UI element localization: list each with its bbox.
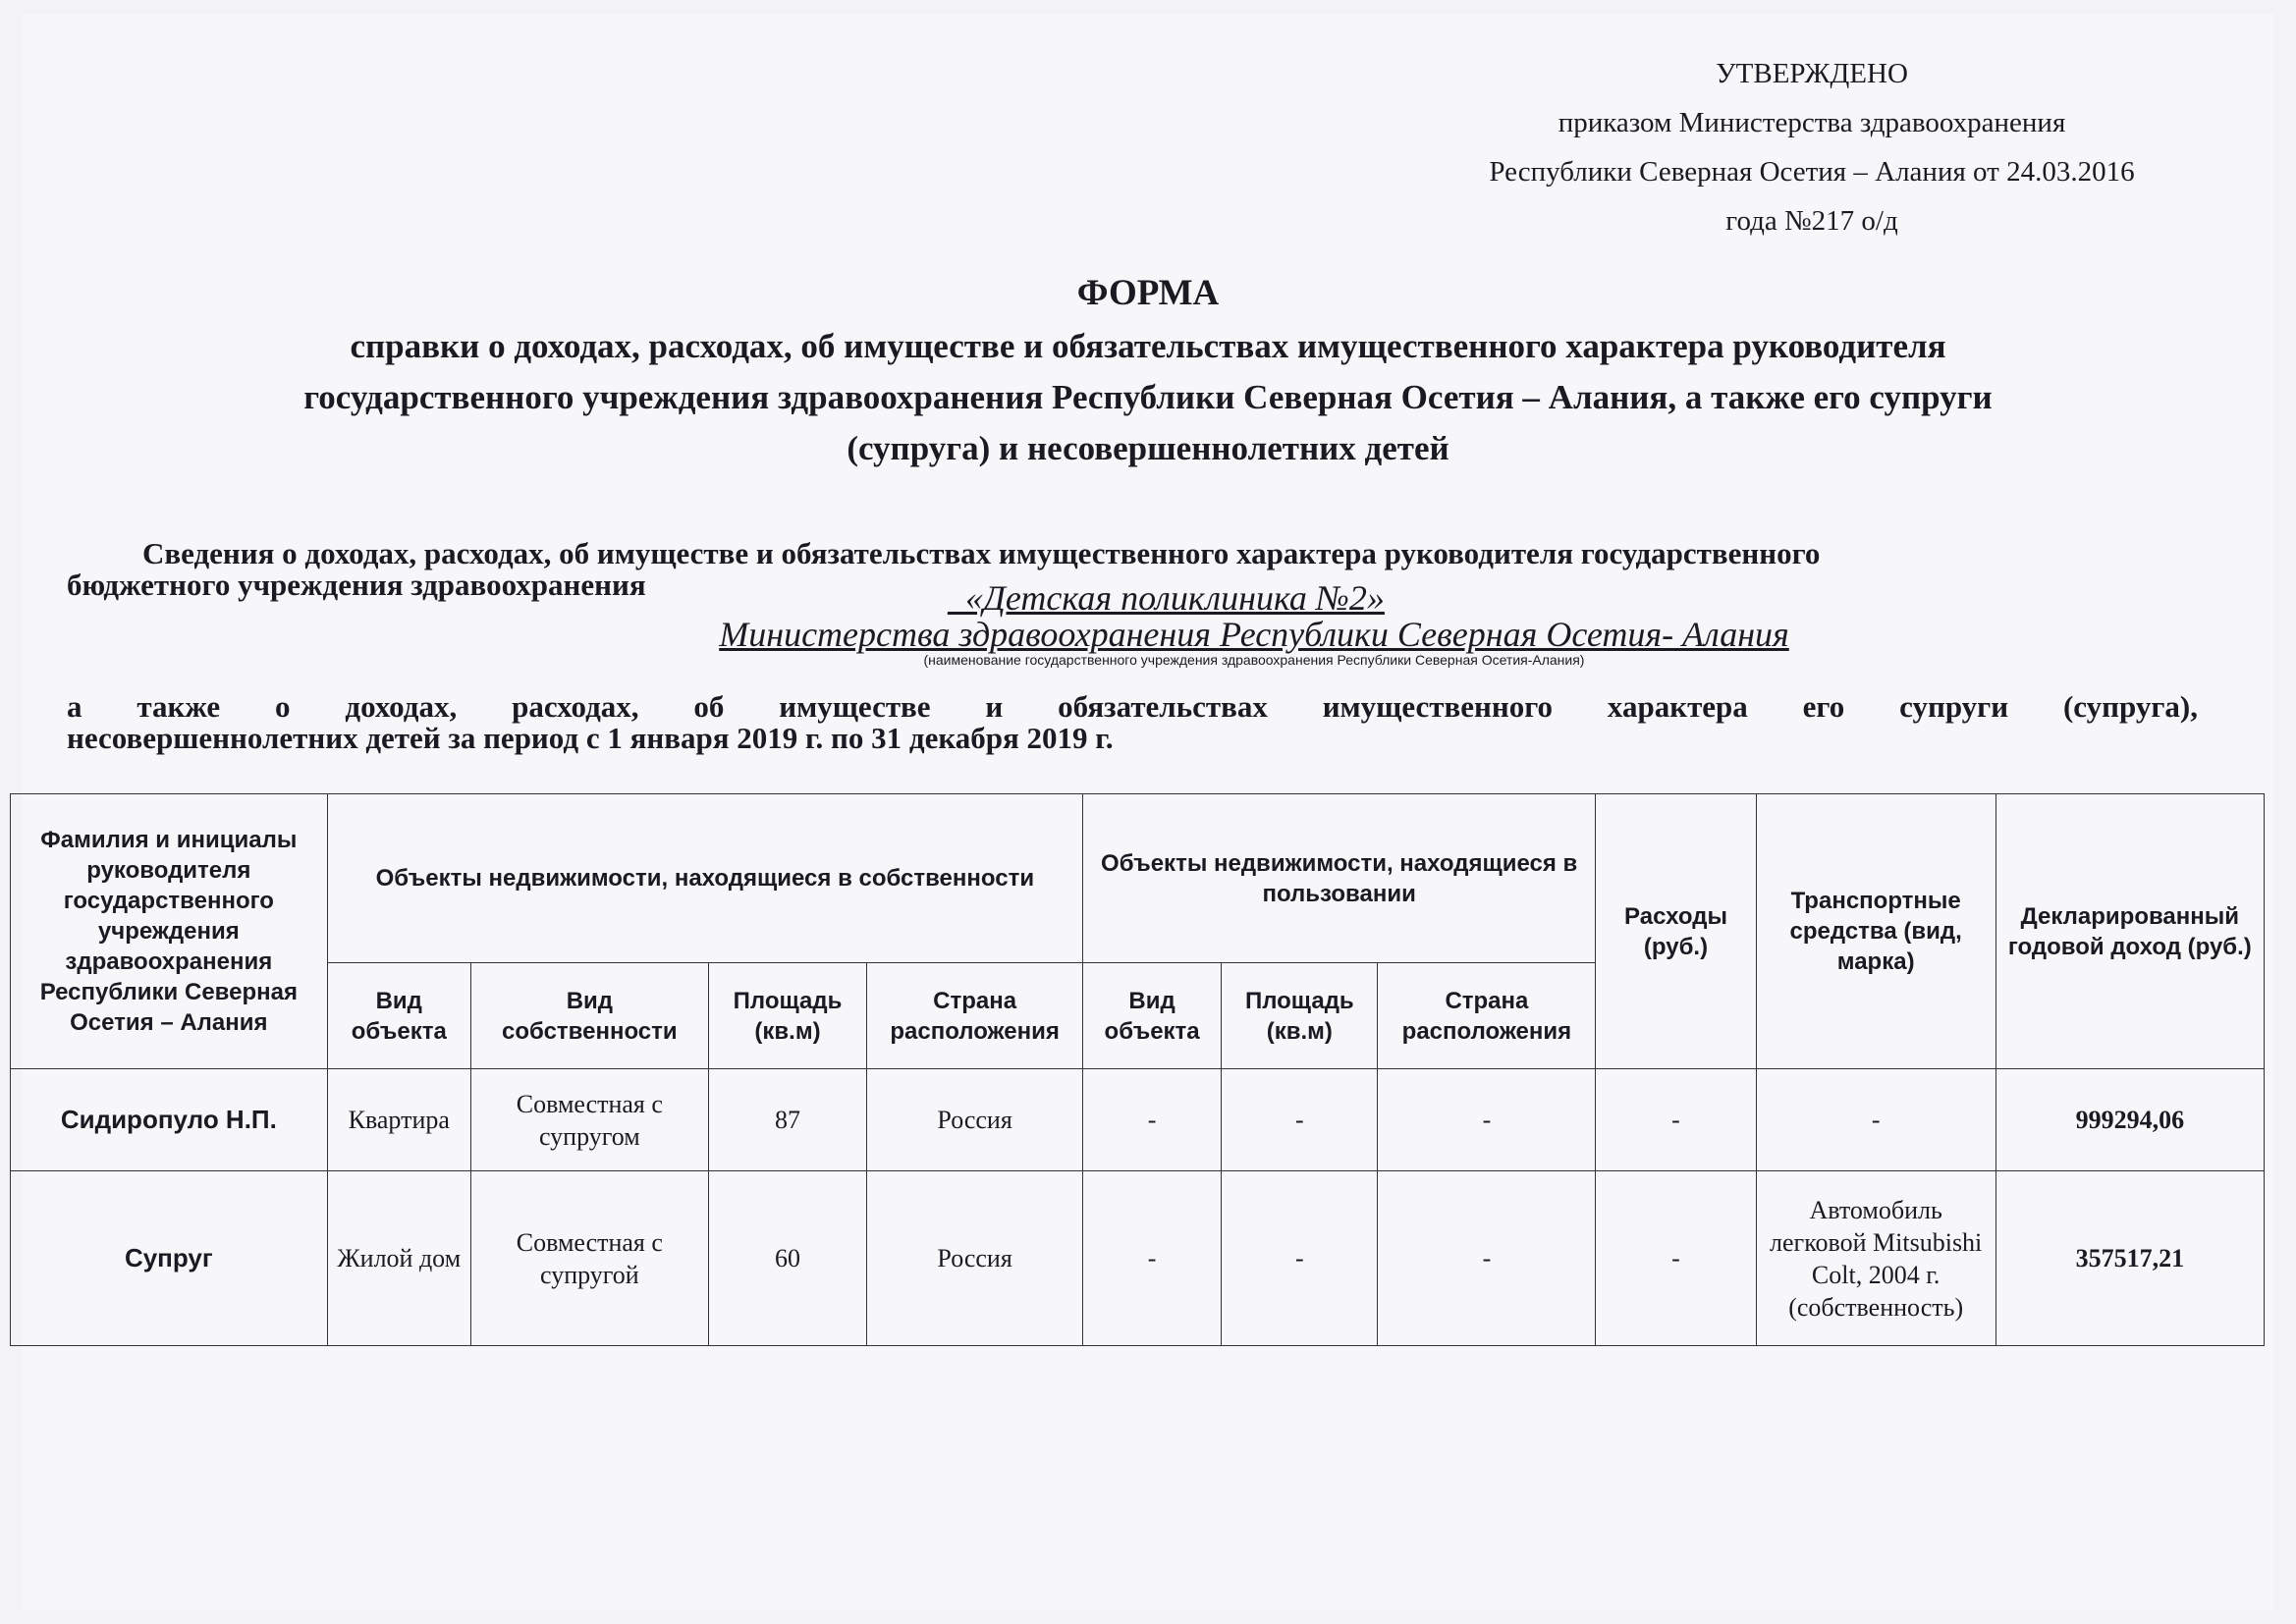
cell-owned-type: Квартира <box>327 1069 470 1171</box>
form-title <box>0 268 2296 474</box>
cell-name: Сидиропуло Н.П. <box>11 1069 328 1171</box>
cell-expenses: - <box>1596 1069 1756 1171</box>
cell-income: 357517,21 <box>1995 1171 2264 1346</box>
form-title-line-3: (супруга) и несовершеннолетних детей <box>847 429 1449 467</box>
organization-name: _«Детская поликлиника №2» <box>948 578 1385 618</box>
cell-owned-ownership: Совместная с супругом <box>470 1069 708 1171</box>
header-owned-country: Страна расположения <box>867 963 1083 1069</box>
cell-used-country: - <box>1378 1171 1596 1346</box>
organization-caption: (наименование государственного учреждения здравоохранения Республики Северная Осетия-Алания) <box>923 652 1585 668</box>
form-title-line-2: государственного учреждения здравоохранения Республики Северная Осетия – Алания, а также его супруги <box>303 378 1993 416</box>
cell-owned-type: Жилой дом <box>327 1171 470 1346</box>
cell-vehicles: - <box>1756 1069 1995 1171</box>
cell-expenses: - <box>1596 1171 1756 1346</box>
form-title-line-1: справки о доходах, расходах, об имуществе и обязательствах имущественного характера руководителя <box>350 327 1946 365</box>
organization-ministry: Министерства здравоохранения Республики Северная Осетия- Алания <box>719 615 1789 654</box>
table-row <box>11 1069 2265 1171</box>
form-heading: ФОРМА <box>1076 273 1220 313</box>
cell-vehicles: Автомобиль легковой Mitsubishi Colt, 2004 г. (собственность) <box>1756 1171 1995 1346</box>
approval-line-2: приказом Министерства здравоохранения <box>1558 107 2066 138</box>
approval-line-4: года №217 о/д <box>1725 205 1898 237</box>
cell-used-type: - <box>1083 1069 1222 1171</box>
header-expenses: Расходы (руб.) <box>1596 794 1756 1069</box>
cell-owned-ownership: Совместная с супругой <box>470 1171 708 1346</box>
approval-line-1: УТВЕРЖДЕНО <box>1716 58 1908 89</box>
period-line-2: несовершеннолетних детей за период с 1 января 2019 г. по 31 декабря 2019 г. <box>67 721 1114 755</box>
table-header-row <box>11 794 2265 963</box>
header-owned-type: Вид объекта <box>327 963 470 1069</box>
header-used-type: Вид объекта <box>1083 963 1222 1069</box>
cell-used-area: - <box>1222 1069 1378 1171</box>
cell-income: 999294,06 <box>1995 1069 2264 1171</box>
info-line-1: Сведения о доходах, расходах, об имуществе и обязательствах имущественного характера руководителя государственного <box>142 536 1821 570</box>
header-used-country: Страна расположения <box>1378 963 1596 1069</box>
cell-owned-area: 87 <box>708 1069 866 1171</box>
cell-owned-area: 60 <box>708 1171 866 1346</box>
header-name: Фамилия и инициалы руководителя государственного учреждения здравоохранения Республики Северная Осетия – Алания <box>11 794 328 1069</box>
cell-owned-country: Россия <box>867 1069 1083 1171</box>
cell-used-type: - <box>1083 1171 1222 1346</box>
header-vehicles: Транспортные средства (вид, марка) <box>1756 794 1995 1069</box>
table-row <box>11 1171 2265 1346</box>
header-owned-area: Площадь (кв.м) <box>708 963 866 1069</box>
declaration-table <box>10 793 2265 1346</box>
header-owned: Объекты недвижимости, находящиеся в собственности <box>327 794 1082 963</box>
approval-line-3: Республики Северная Осетия – Алания от 24.03.2016 <box>1489 156 2135 188</box>
cell-used-area: - <box>1222 1171 1378 1346</box>
cell-used-country: - <box>1378 1069 1596 1171</box>
header-owned-ownership: Вид собственности <box>470 963 708 1069</box>
cell-owned-country: Россия <box>867 1171 1083 1346</box>
header-income: Декларированный годовой доход (руб.) <box>1995 794 2264 1069</box>
info-line-2: бюджетного учреждения здравоохранения <box>67 568 646 602</box>
approval-stamp <box>1444 49 2180 245</box>
header-used-area: Площадь (кв.м) <box>1222 963 1378 1069</box>
header-used: Объекты недвижимости, находящиеся в пользовании <box>1083 794 1596 963</box>
period-line-1: а также о доходах, расходах, об имуществе и обязательствах имущественного характера его супруги (супруга), <box>67 689 2198 724</box>
cell-name: Супруг <box>11 1171 328 1346</box>
